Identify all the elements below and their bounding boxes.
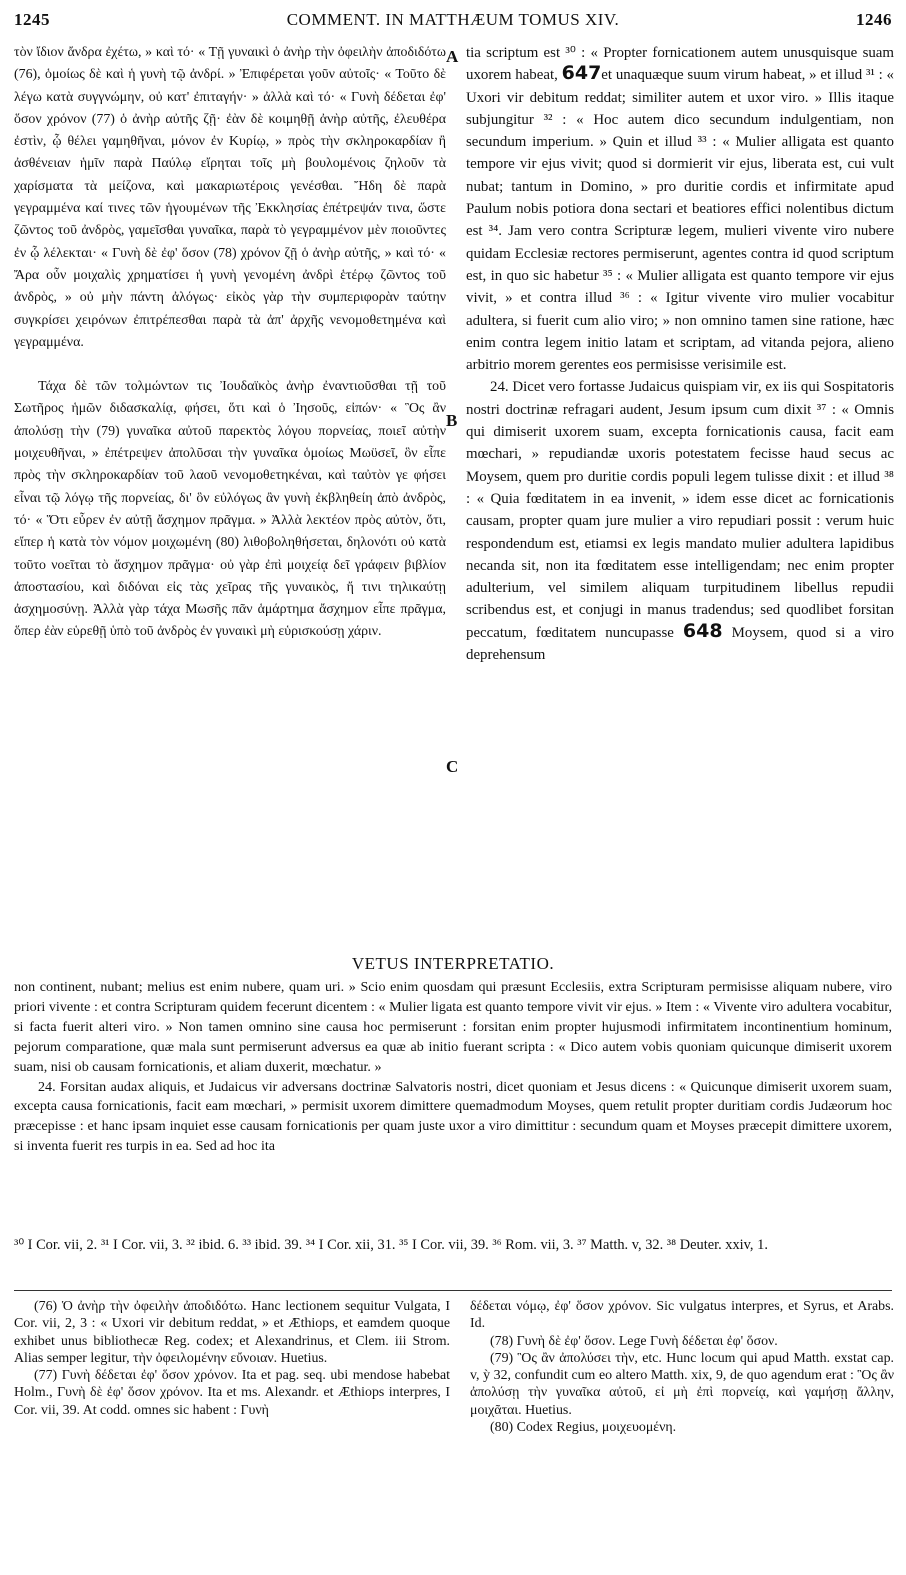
footnote: (76) Ὁ ἀνὴρ τὴν ὀφειλὴν ἀποδιδότω. Hanc lectionem sequitur Vulgata, I Cor. vii, 2, 3 : « Uxori vir debitum reddat, » et Æthiops, et eamdem quoque exhibet unus bibliothecæ Reg. codex; et Alexandrinus, et Clem. iii Strom. Alias semper legitur, τὴν ὀφειλομένην εὔνοιαν. Huetius. [14, 1299, 450, 1366]
vetus-interpretatio [14, 978, 892, 1157]
latin-paragraph [466, 42, 894, 376]
footnote: (79) Ὃς ἂν ἀπολύσει τὴν, etc. Hunc locum qui apud Matth. exstat cap. v, ỳ 32, confundit cum eo altero Matth. xix, 9, de quo agendum erat : Ὃς ἂν ἀπολύσῃ τὴν γυναῖκα αὐτοῦ, εἰ μὴ ἐπὶ πορνείᾳ, καὶ γαμήσῃ ἄλλην, μοιχᾶται. Huetius. [470, 1350, 894, 1418]
footnote: (78) Γυνὴ δὲ ἐφ' ὅσον. Lege Γυνὴ δέδεται ἐφ' ὅσον. [490, 1333, 778, 1349]
latin-column [466, 42, 894, 666]
vetus-paragraph: non continent, nubant; melius est enim nubere, quam uri. » Scio enim quosdam qui præsunt Ecclesiis, extra Scripturam permisisse aliquam nubere, viro priori vivente : et contra Scripturam quidem fecerunt dicentem : « Mulier ligata est quanto tempore vivit vir ejus. » Item : « Vivente viro adultera vocabitur, si facta fuerit alteri viro. » Non tamen omnino sine causa hoc permiserunt : forsitan enim propter hujusmodi infirmitatem incontinentium hominum, pejorum comparatione, quæ mala sunt permiserunt adversus ea quæ ab initio fuerant scripta : « Dico autem vobis quoniam quicunque dimiserit uxorem suam, nisi ob causam fornicationis, et aliam duxerit, mœchatur. » [14, 979, 892, 1075]
page-number-right: 1246 [856, 10, 892, 29]
footnote: (80) Codex Regius, μοιχευομένη. [490, 1420, 677, 1436]
page-break-marker: 648 [682, 619, 723, 642]
margin-letter-c: C [446, 757, 459, 776]
greek-paragraph: Τάχα δὲ τῶν τολμώντων τις Ἰουδαϊκὸς ἀνὴρ ἐναντιοῦσθαι τῇ τοῦ Σωτῆρος ἡμῶν διδασκαλίᾳ, φήσει, ὅτι καὶ ὁ Ἰησοῦς, εἰπών· « Ὃς ἂν ἀπολύσῃ τὴν (79) γυναῖκα αὐτοῦ παρεκτὸς λόγου πορνείας, ποιεῖ αὐτὴν μοιχευθῆναι, » ἐπέτρεψεν ἀπολῦσαι τὴν γυναῖκα ὁμοίως Μωϋσεῖ, ὃν εἶπε πρὸς τὴν σκληροκαρδίαν τοῦ λαοῦ νενομοθετηκέναι, καὶ ταὐτὸν γε φήσει εἶναι τῷ λόγῳ τῆς πορνείας, δι' ὃν εὐλόγως ἂν γυνὴ ἐκβληθείη ἀπὸ ἀνδρὸς, τό· « Ὅτι εὗρεν ἐν αὐτῇ ἄσχημον πρᾶγμα. » Ἀλλὰ λεκτέον πρὸς αὐτὸν, ὅτι, εἴπερ ἡ κατὰ τὸν νόμον μοιχωμένη (80) λιθοβοληθήσεται, δηλονότι οὐ κατὰ τοῦτο νοεῖται τὸ ἄσχημον πρᾶγμα· οὐ γὰρ ἐπὶ μοιχείᾳ δεῖ γράφειν βιβλίον ἀποστασίου, καὶ διδόναι εἰς τὰς χεῖρας τῆς γυναικὸς, ἤ τινι τηλικαύτῃ ἀσχημοσύνῃ. Ἀλλὰ γὰρ τάχα Μωσῆς πᾶν ἁμάρτημα ἄσχημον εἶπε πρᾶγμα, ὅπερ ἐὰν εὑρεθῇ ὑπὸ τοῦ ἀνδρὸς ἐν γυναικὶ μὴ εὑρισκούσῃ χάριν. [14, 379, 446, 640]
latin-text: 24. Dicet vero fortasse Judaicus quispiam vir, ex iis qui Sospitatoris nostri doctrinæ refragari audent, Jesum ipsum cum dixit ³⁷ : « Omnis qui dimiserit uxorem suam, excepta fornicationis causa, facit eam mœchari, » repudiandæ uxoris potestatem fecisse haud secus ac Moysem, quem pro duritie cordis populi legem tulisse dixit : et illud ³⁸ : « Quia fœditatem in ea invenit, » idem esse dicet ac fornicationis causam, propter quam jure mulier a viro repudiari possit : verum huic respondendum est, etiamsi ex legis mandato mulier adultera lapidibus necanda sit, non ita fœditatem esse intelligendam; nec enim propter adulterium, vel similem aliquam turpitudinem libellus repudii scribendus est, et conjugi in manus tradendus; sed quodlibet forsitan peccatum, fœditatem nuncupasse [466, 379, 894, 641]
running-title: COMMENT. IN MATTHÆUM TOMUS XIV. [286, 10, 620, 29]
scripture-references: ³⁰ I Cor. vii, 2. ³¹ I Cor. vii, 3. ³² ibid. 6. ³³ ibid. 39. ³⁴ I Cor. xii, 31. ³⁵ I Cor. vii, 39. ³⁶ Rom. vii, 3. ³⁷ Matth. v, 32. ³⁸ Deuter. xxiv, 1. [14, 1237, 768, 1253]
vetus-paragraph: 24. Forsitan audax aliquis, et Judaicus vir adversans doctrinæ Salvatoris nostri, dicet quoniam et Jesus dicens : « Quicunque dimiserit uxorem suam, excepta causa fornicationis, facit eam mœchari, » permisit uxorem dimittere quemadmodum Moyses, quem retulit propter duritiam cordis Judæorum hoc præcepisse : et hanc ipsam inquiet esse causam fornicationis per quam juste uxor a viro dimittitur : secundum quam et Moyses præcepit dimittere uxorem, si inventa fuerit res turpis in ea. Sed ad hoc ita [14, 1078, 892, 1155]
page-break-marker: 647 [561, 62, 602, 85]
latin-text: et unaquæque suum virum habeat, » et illud ³¹ : « Uxori vir debitum reddat; similiter autem et uxor viro. » Illis itaque subjungitur ³² : « Hoc autem dico secundum indulgentiam, non secundum imperium. » Quin et illud ³³ : « Mulier alligata est quanto tempore vir ejus vivit; quod si dormierit vir ejus, liberata est, cui vult nubat; tantum in Domino, » pro duritie cordis et infirmitate apud Paulum nobis potiora dona sectari et beatiores effici nolentibus dictum est ³⁴. Jam vero contra Scripturæ legem, mulieri vivente viro nubere quidam Ecclesiæ rectores permiserunt, agentes contra id quod scriptum est, in quo sic habetur ³⁵ : « Mulier alligata est quanto tempore vir ejus vivit, » et contra illud ³⁶ : « Igitur vivente viro mulier vocabitur adultera, si fuerit cum alio viro; » non omnino tamen sine ratione, hæc enim contra legem initio latam et scriptam, ad vitanda pejora, alieno arbitrio morem gerentes eos permisisse verisimile est. [466, 67, 894, 374]
latin-paragraph [466, 376, 894, 666]
margin-letter-a: A [446, 47, 459, 66]
latin-text: Moysem, quod si a viro deprehensum [466, 624, 894, 664]
footnotes-left [14, 1298, 450, 1419]
footnotes-right [470, 1298, 894, 1436]
greek-paragraph: τὸν ἴδιον ἄνδρα ἐχέτω, » καὶ τό· « Τῇ γυναικὶ ὁ ἀνὴρ τὴν ὀφειλὴν ἀποδιδότω (76), ὁμοίως δὲ καὶ ἡ γυνὴ τῷ ἀνδρί. » Ἐπιφέρεται γοῦν αὐτοῖς· « Τοῦτο δὲ λέγω κατὰ συγγνώμην, οὐ κατ' ἐπιταγήν· » ἀλλὰ καὶ τό· « Γυνὴ δέδεται ἐφ' ὅσον χρόνον (77) ὁ ἀνὴρ αὐτῆς ζῇ· ἐὰν δὲ κοιμηθῇ ἀνὴρ αὐτῆς, ἐλευθέρα ἐστὶν, ᾧ θέλει γαμηθῆναι, μόνον ἐν Κυρίῳ, » πρὸς τὴν σκληροκαρδίαν ἢ ἀσθένειαν ἡμῖν παρὰ Παύλῳ εἴρηται τοῖς μὴ βουλομένοις ζηλοῦν τὰ χαρίσματα τὰ μείζονα, καὶ μακαριωτέροις γενέσθαι. Ἤδη δὲ παρὰ γεγραμμένα καί τινες τῶν ἡγουμένων τῆς Ἐκκλησίας ἐπέτρεψάν τινα, ὥστε ζῶντος τοῦ ἀνδρὸς, γαμεῖσθαι γυναῖκα, παρὰ τὸ γεγραμμένον μὲν ποιοῦντες ἐν ᾧ λέλεκται· « Γυνὴ δὲ ἐφ' ὅσον (78) χρόνον ζῇ ὁ ἀνὴρ αὐτῆς, » καὶ τό· « Ἄρα οὖν μοιχαλὶς χρηματίσει ἡ γυνὴ γενομένη ἀνδρὶ ἑτέρῳ ζῶντος τοῦ ἀνδρὸς, » οὐ μὴν πάντη ἀλόγως· εἰκὸς γὰρ τὴν συμπεριφορὰν ταύτην συγκρίσει χειρόνων ἐπιτρέπεσθαι παρὰ τὰ ἀπ' ἀρχῆς νενομοθετημένα καὶ γεγραμμένα. [14, 45, 446, 350]
latin-text: tia scriptum est ³⁰ : « Propter fornicationem autem unusquisque suam uxorem habeat, [466, 45, 894, 84]
greek-column [14, 42, 446, 644]
footnote: (77) Γυνὴ δέδεται ἐφ' ὅσον χρόνον. Ita et pag. seq. ubi mendose habebat Holm., Γυνὴ δὲ ἐφ' ὅσον χρόνον. Ita et ms. Alexandr. et Æthiops interpres, I Cor. vii, 39. At codd. omnes sic habent : Γυνὴ [14, 1368, 450, 1418]
footnote: δέδεται νόμῳ, ἐφ' ὅσον χρόνον. Sic vulgatus interpres, et Syrus, et Arabs. Id. [470, 1299, 894, 1332]
footnote-divider [14, 1290, 892, 1291]
page-header [14, 10, 892, 36]
margin-letter-b: B [446, 411, 458, 430]
vetus-interpretatio-title: VETUS INTERPRETATIO. [351, 954, 555, 973]
page-number-left: 1245 [14, 10, 50, 29]
